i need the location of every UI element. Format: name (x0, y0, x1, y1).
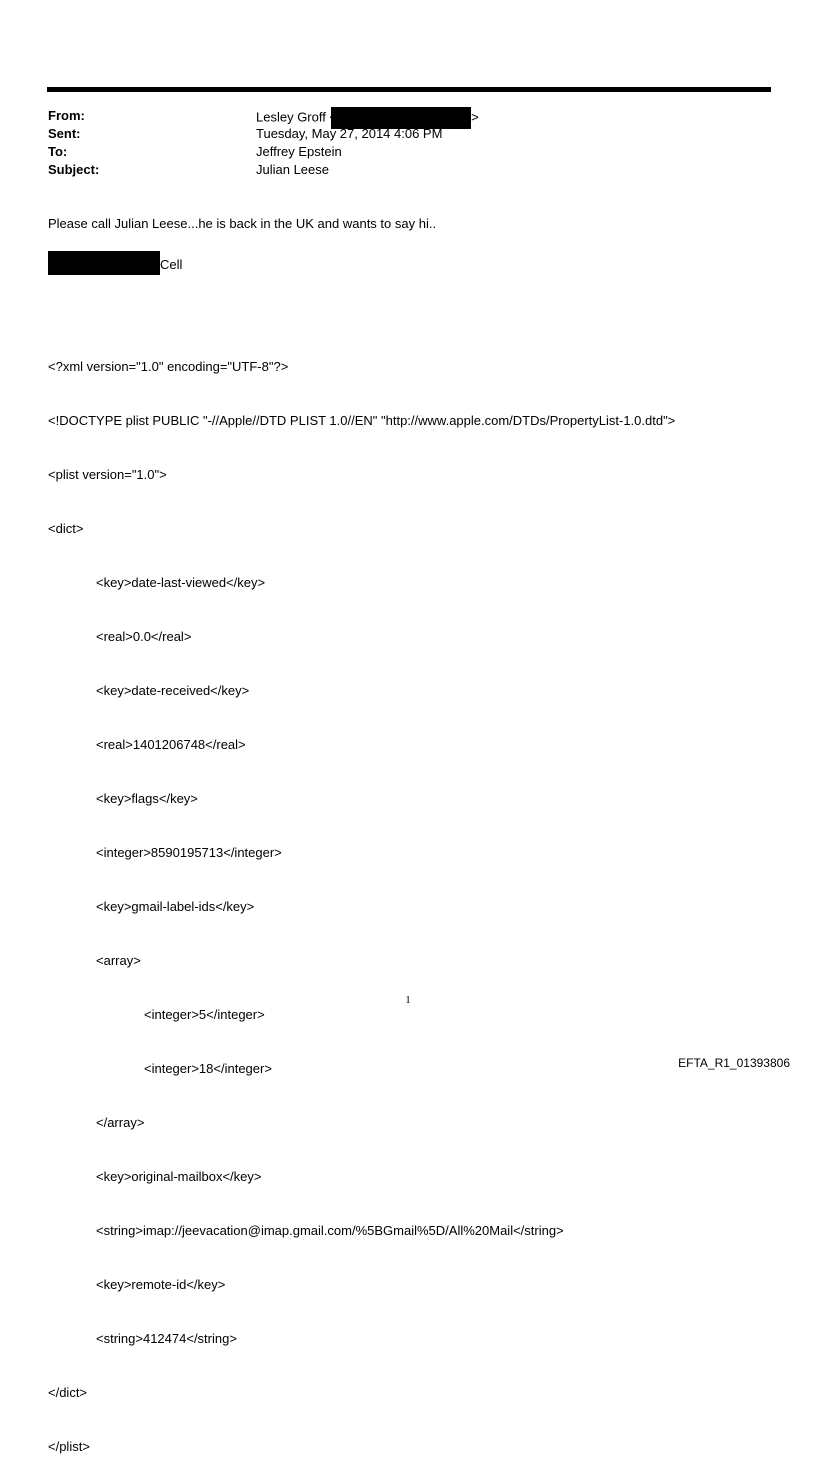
plist-line: <array> (96, 953, 141, 968)
plist-line: <key>remote-id</key> (96, 1277, 226, 1292)
from-label: From: (48, 108, 85, 123)
plist-line: <dict> (48, 521, 84, 536)
plist-line: <integer>5</integer> (144, 1007, 265, 1022)
plist-line: <key>date-last-viewed</key> (96, 575, 266, 590)
plist-line: <key>original-mailbox</key> (96, 1169, 262, 1184)
sender-name: Lesley Groff (256, 109, 326, 125)
plist-line: <plist version="1.0"> (48, 467, 167, 482)
cell-line (48, 251, 182, 275)
cell-label: Cell (160, 257, 183, 272)
plist-line: <key>flags</key> (96, 791, 198, 806)
plist-line: </plist> (48, 1439, 90, 1454)
sent-label: Sent: (48, 126, 81, 141)
plist-line: <string>imap://jeevacation@imap.gmail.com/%5BGmail%5D/All%20Mail</string> (96, 1223, 564, 1238)
to-label: To: (48, 144, 68, 159)
subject-label: Subject: (48, 162, 100, 177)
plist-line: <key>date-received</key> (96, 683, 250, 698)
plist-line: <?xml version="1.0" encoding="UTF-8"?> (48, 359, 289, 374)
redacted-phone (48, 251, 160, 275)
plist-line: <!DOCTYPE plist PUBLIC "-//Apple//DTD PLIST 1.0//EN" "http://www.apple.com/DTDs/PropertyList-1.0.dtd"> (48, 413, 676, 428)
plist-line: <string>412474</string> (96, 1331, 237, 1346)
sent-value: Tuesday, May 27, 2014 4:06 PM (256, 126, 443, 141)
plist-line: <integer>8590195713</integer> (96, 845, 282, 860)
plist-line: <real>0.0</real> (96, 629, 192, 644)
plist-line: </array> (96, 1115, 145, 1130)
bates-number: EFTA_R1_01393806 (678, 1056, 790, 1070)
plist-line: <real>1401206748</real> (96, 737, 246, 752)
message-body: Please call Julian Leese...he is back in the UK and wants to say hi.. (48, 216, 437, 231)
subject-value: Julian Leese (256, 162, 329, 177)
page-number: 1 (405, 994, 411, 1006)
header-rule (47, 87, 771, 92)
to-value: Jeffrey Epstein (256, 144, 342, 159)
plist-block (48, 322, 675, 1474)
plist-line: <key>gmail-label-ids</key> (96, 899, 255, 914)
plist-line: <integer>18</integer> (144, 1061, 272, 1076)
sender-email-close: > (471, 109, 479, 125)
plist-line: </dict> (48, 1385, 88, 1400)
